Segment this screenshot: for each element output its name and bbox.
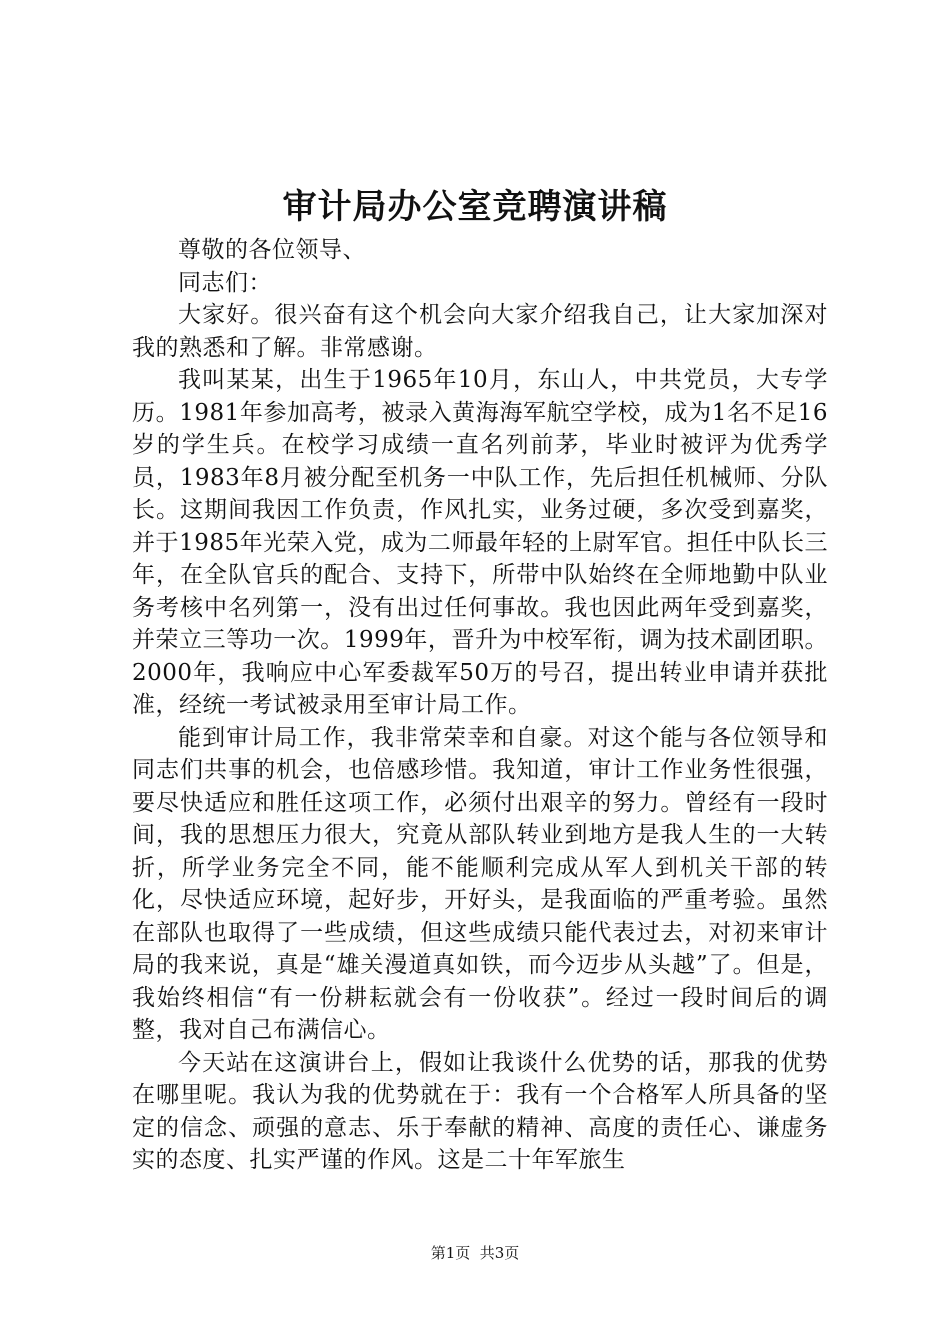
salutation-line-2: 同志们： (178, 269, 272, 296)
paragraph-adaptation: 能到审计局工作，我非常荣幸和自豪。对这个能与各位领导和同志们共事的机会，也倍感珍惜。我知道，审计工作业务性很强，要尽快适应和胜任这项工作，必须付出艰辛的努力。曾经有一段时间，我的思想压力很大，究竟从部队转业到地方是我人生的一大转折，所学业务完全不同，能不能顺利完成从军人到机关干部的转化，尽快适应环境，起好步，开好头，是我面临的严重考验。虽然在部队也取得了一些成绩，但这些成绩只能代表过去，对初来审计局的我来说，真是“雄关漫道真如铁，而今迈步从头越”了。但是，我始终相信“有一份耕耘就会有一份收获”。经过一段时间后的调整，我对自己布满信心。 (132, 724, 828, 1043)
paragraph-greeting: 大家好。很兴奋有这个机会向大家介绍我自己，让大家加深对我的熟悉和了解。非常感谢。 (132, 302, 828, 361)
paragraph-advantages: 今天站在这演讲台上，假如让我谈什么优势的话，那我的优势在哪里呢。我认为我的优势就在于：我有一个合格军人所具备的坚定的信念、顽强的意志、乐于奉献的精神、高度的责任心、谦虚务实的态度、扎实严谨的作风。这是二十年军旅生 (132, 1049, 828, 1173)
document-title: 审计局办公室竞聘演讲稿 (282, 187, 668, 227)
paragraph-biography: 我叫某某，出生于1965年10月，东山人，中共党员，大专学历。1981年参加高考，被录入黄海海军航空学校，成为1名不足16岁的学生兵。在校学习成绩一直名列前茅，毕业时被评为优秀学员，1983年8月被分配至机务一中队工作，先后担任机械师、分队长。这期间我因工作负责，作风扎实，业务过硬，多次受到嘉奖，并于1985年光荣入党，成为二师最年轻的上尉军官。担任中队长三年，在全队官兵的配合、支持下，所带中队始终在全师地勤中队业务考核中名列第一，没有出过任何事故。我也因此两年受到嘉奖，并荣立三等功一次。1999年，晋升为中校军衔，调为技术副团职。2000年，我响应中心军委裁军50万的号召，提出转业申请并获批准，经统一考试被录用至审计局工作。 (132, 367, 828, 718)
document-body (132, 234, 828, 1177)
page-number-footer: 第1页 共3页 (430, 1244, 520, 1262)
salutation-line-1: 尊敬的各位领导、 (178, 237, 366, 263)
